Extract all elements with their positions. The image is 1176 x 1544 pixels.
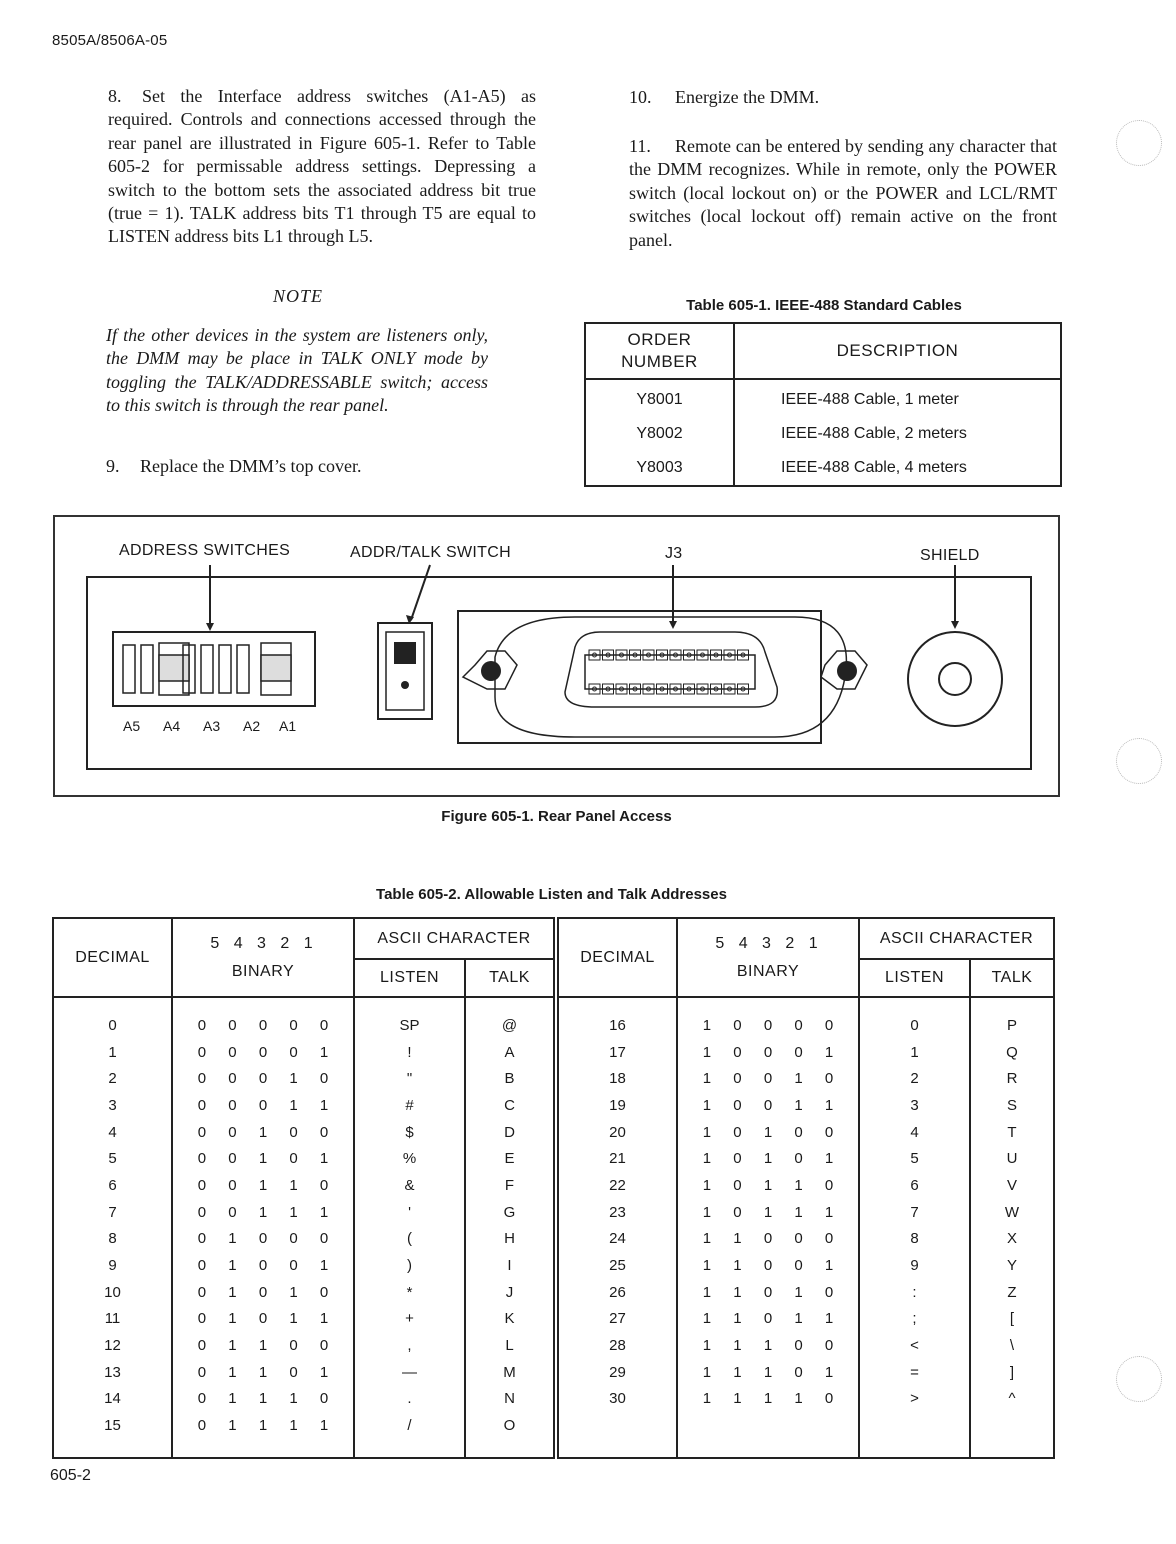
listen-char-cell: / bbox=[354, 1412, 465, 1439]
binary-cell: 0 0 1 1 1 bbox=[172, 1199, 354, 1226]
step-8 bbox=[108, 85, 536, 249]
decimal-cell: 20 bbox=[558, 1119, 677, 1146]
binary-cell: 1 1 1 0 0 bbox=[677, 1332, 859, 1359]
rear-panel-figure bbox=[53, 515, 1060, 797]
label-addr-talk-switch: ADDR/TALK SWITCH bbox=[350, 544, 511, 561]
step-number: 9. bbox=[106, 456, 120, 476]
label-j3: J3 bbox=[665, 545, 683, 562]
listen-char-cell: " bbox=[354, 1065, 465, 1092]
binder-hole bbox=[1116, 738, 1162, 784]
decimal-cell: 19 bbox=[558, 1092, 677, 1119]
table-1-caption: Table 605-1. IEEE-488 Standard Cables bbox=[686, 297, 962, 314]
page-number: 605-2 bbox=[50, 1467, 91, 1484]
talk-char-cell: F bbox=[504, 1176, 515, 1194]
label-address-switches: ADDRESS SWITCHES bbox=[119, 542, 291, 559]
header-order-number bbox=[585, 323, 734, 379]
decimal-cell: 25 bbox=[558, 1252, 677, 1279]
dip-switch-actuator bbox=[159, 655, 189, 681]
talk-char-cell: H bbox=[504, 1230, 515, 1248]
header-talk: TALK bbox=[465, 959, 554, 997]
table-row bbox=[558, 1172, 1054, 1199]
listen-char-cell: & bbox=[354, 1172, 465, 1199]
decimal-cell: 1 bbox=[53, 1039, 172, 1066]
talk-char-cell: [ bbox=[1009, 1310, 1015, 1328]
jackscrew-hole-left bbox=[481, 661, 501, 681]
decimal-cell: 3 bbox=[53, 1092, 172, 1119]
talk-char-cell: V bbox=[1006, 1176, 1017, 1194]
decimal-cell: 28 bbox=[558, 1332, 677, 1359]
order-number: Y8003 bbox=[585, 451, 734, 486]
address-table-right bbox=[557, 917, 1055, 1459]
panel-outline bbox=[87, 577, 1031, 769]
table-row bbox=[53, 1332, 554, 1359]
figure-caption: Figure 605-1. Rear Panel Access bbox=[441, 808, 672, 825]
talk-char-cell: P bbox=[1006, 1016, 1017, 1034]
step-number: 8. bbox=[108, 86, 122, 106]
listen-char-cell: + bbox=[354, 1306, 465, 1333]
table-row bbox=[53, 1012, 554, 1039]
table-row bbox=[558, 1012, 1054, 1039]
talk-char-cell: ^ bbox=[1008, 1390, 1016, 1408]
decimal-cell: 2 bbox=[53, 1065, 172, 1092]
table-row bbox=[558, 1226, 1054, 1253]
addr-talk-arrow bbox=[411, 565, 430, 620]
binder-hole bbox=[1116, 1356, 1162, 1402]
step-number: 10. bbox=[629, 87, 652, 107]
decimal-cell: 0 bbox=[53, 1012, 172, 1039]
address-table-left-body bbox=[53, 997, 554, 1458]
table-row bbox=[558, 1412, 1054, 1439]
header-decimal: DECIMAL bbox=[53, 918, 172, 997]
talk-char-cell: N bbox=[504, 1390, 515, 1408]
spacer-row bbox=[53, 997, 554, 1012]
dip-switch bbox=[201, 645, 213, 693]
table-row bbox=[53, 1172, 554, 1199]
description: IEEE-488 Cable, 1 meter bbox=[781, 391, 959, 408]
decimal-cell: 6 bbox=[53, 1172, 172, 1199]
decimal-cell: 4 bbox=[53, 1119, 172, 1146]
header-binary bbox=[677, 918, 859, 997]
table-row bbox=[558, 1252, 1054, 1279]
listen-char-cell: 5 bbox=[859, 1145, 970, 1172]
shield-center bbox=[939, 663, 971, 695]
header-listen: LISTEN bbox=[859, 959, 970, 997]
arrowhead-icon bbox=[951, 621, 959, 629]
table-row bbox=[558, 1065, 1054, 1092]
talk-char-cell: T bbox=[1007, 1123, 1017, 1141]
binary-cell: 1 1 0 0 1 bbox=[677, 1252, 859, 1279]
binary-cell: 1 0 0 1 0 bbox=[677, 1065, 859, 1092]
dip-switch bbox=[123, 645, 135, 693]
talk-char-cell: Y bbox=[1006, 1257, 1017, 1275]
talk-char-cell: U bbox=[1006, 1150, 1018, 1168]
table-2-caption: Table 605-2. Allowable Listen and Talk Addresses bbox=[376, 886, 727, 903]
connector-pins bbox=[589, 650, 749, 694]
table-header-row bbox=[585, 323, 1061, 379]
listen-char-cell: 9 bbox=[859, 1252, 970, 1279]
binary-cell: 0 1 0 1 0 bbox=[172, 1279, 354, 1306]
note-title: NOTE bbox=[272, 286, 323, 306]
table-row bbox=[558, 1306, 1054, 1333]
address-table-right-body bbox=[558, 997, 1054, 1458]
description: IEEE-488 Cable, 4 meters bbox=[781, 459, 967, 476]
header-ascii: ASCII CHARACTER bbox=[859, 918, 1054, 959]
table-row bbox=[53, 1226, 554, 1253]
binary-cell: 0 1 0 1 1 bbox=[172, 1306, 354, 1333]
binary-cell: 1 0 0 1 1 bbox=[677, 1092, 859, 1119]
listen-char-cell bbox=[859, 1412, 970, 1439]
decimal-cell: 13 bbox=[53, 1359, 172, 1386]
spacer-row bbox=[558, 1439, 1054, 1458]
dip-switches bbox=[123, 643, 291, 695]
arrowhead-icon bbox=[206, 623, 214, 631]
talk-char-cell: E bbox=[504, 1150, 515, 1168]
switch-label-a5: A5 bbox=[123, 718, 141, 734]
listen-char-cell: ( bbox=[354, 1226, 465, 1253]
decimal-cell: 22 bbox=[558, 1172, 677, 1199]
header-listen: LISTEN bbox=[354, 959, 465, 997]
step-text: Replace the DMM’s top cover. bbox=[140, 456, 362, 476]
listen-char-cell: # bbox=[354, 1092, 465, 1119]
decimal-cell: 7 bbox=[53, 1199, 172, 1226]
address-table-left bbox=[52, 917, 555, 1459]
talk-char-cell: K bbox=[504, 1310, 515, 1328]
description: IEEE-488 Cable, 2 meters bbox=[781, 425, 967, 442]
talk-char-cell: I bbox=[507, 1257, 512, 1275]
switch-label-a4: A4 bbox=[163, 718, 181, 734]
table-row bbox=[558, 1359, 1054, 1386]
step-text: Set the Interface address switches (A1-A5) as required. Controls and connections accessed through the rear panel are illustrated in Figure 605-1. Refer to Table 605-2 for permissable address settings. Depressing a switch to the bottom sets the associated address bit true (true = 1). TALK address bits T1 through T5 are equal to LISTEN address bits L1 through L5. bbox=[108, 86, 536, 247]
binary-cell: 0 1 1 1 0 bbox=[172, 1386, 354, 1413]
talk-char-cell: W bbox=[1004, 1203, 1020, 1221]
binary-cell: 1 0 1 0 0 bbox=[677, 1119, 859, 1146]
step-number: 11. bbox=[629, 136, 651, 156]
table-row bbox=[53, 1119, 554, 1146]
dip-switch bbox=[141, 645, 153, 693]
decimal-cell: 26 bbox=[558, 1279, 677, 1306]
listen-char-cell: 0 bbox=[859, 1012, 970, 1039]
listen-char-cell: 2 bbox=[859, 1065, 970, 1092]
spacer-row bbox=[53, 1439, 554, 1458]
binary-cell: 1 0 0 0 0 bbox=[677, 1012, 859, 1039]
note-body: If the other devices in the system are listeners only, the DMM may be place in TALK ONLY mode by toggling the TALK/ADDRESSABLE switch; access to this switch is through the rear panel. bbox=[106, 325, 488, 416]
binary-cell: 1 0 1 0 1 bbox=[677, 1145, 859, 1172]
binary-cell: 0 0 1 0 1 bbox=[172, 1145, 354, 1172]
decimal-cell: 17 bbox=[558, 1039, 677, 1066]
decimal-cell: 23 bbox=[558, 1199, 677, 1226]
decimal-cell: 21 bbox=[558, 1145, 677, 1172]
header-bit-positions: 5 4 3 2 1 bbox=[210, 934, 316, 952]
listen-char-cell: 3 bbox=[859, 1092, 970, 1119]
table-row bbox=[558, 1092, 1054, 1119]
talk-char-cell: R bbox=[1006, 1070, 1018, 1088]
listen-char-cell: * bbox=[354, 1279, 465, 1306]
header-bit-positions: 5 4 3 2 1 bbox=[715, 934, 821, 952]
talk-char-cell: Q bbox=[1006, 1043, 1018, 1061]
binary-cell: 0 1 1 0 0 bbox=[172, 1332, 354, 1359]
binary-cell: 1 0 1 1 0 bbox=[677, 1172, 859, 1199]
header-description: DESCRIPTION bbox=[734, 323, 1061, 379]
step-11 bbox=[629, 135, 1057, 252]
talk-char-cell: D bbox=[504, 1123, 515, 1141]
rocker-dot bbox=[401, 681, 409, 689]
decimal-cell: 24 bbox=[558, 1226, 677, 1253]
listen-char-cell: = bbox=[859, 1359, 970, 1386]
step-text: Energize the DMM. bbox=[675, 87, 820, 107]
spacer-row bbox=[558, 997, 1054, 1012]
document-id: 8505A/8506A-05 bbox=[52, 32, 168, 49]
table-row bbox=[53, 1145, 554, 1172]
cables-table bbox=[584, 322, 1062, 487]
decimal-cell: 30 bbox=[558, 1386, 677, 1413]
binary-cell: 0 0 0 1 1 bbox=[172, 1092, 354, 1119]
label-shield: SHIELD bbox=[920, 547, 980, 564]
decimal-cell: 8 bbox=[53, 1226, 172, 1253]
listen-char-cell: < bbox=[859, 1332, 970, 1359]
arrowhead-icon bbox=[669, 621, 677, 629]
listen-char-cell: ) bbox=[354, 1252, 465, 1279]
listen-char-cell: % bbox=[354, 1145, 465, 1172]
table-row bbox=[53, 1065, 554, 1092]
binary-cell: 0 0 1 1 0 bbox=[172, 1172, 354, 1199]
talk-char-cell: L bbox=[505, 1337, 514, 1355]
order-number: Y8001 bbox=[585, 379, 734, 417]
talk-char-cell: @ bbox=[501, 1016, 518, 1034]
binary-cell: 1 0 1 1 1 bbox=[677, 1199, 859, 1226]
listen-char-cell: 4 bbox=[859, 1119, 970, 1146]
connector-shell bbox=[495, 617, 846, 737]
listen-char-cell: 1 bbox=[859, 1039, 970, 1066]
table-row bbox=[53, 1252, 554, 1279]
listen-char-cell: ' bbox=[354, 1199, 465, 1226]
talk-char-cell: S bbox=[1006, 1096, 1017, 1114]
listen-char-cell: ; bbox=[859, 1306, 970, 1333]
decimal-cell: 9 bbox=[53, 1252, 172, 1279]
header-binary bbox=[172, 918, 354, 997]
decimal-cell: 11 bbox=[53, 1306, 172, 1333]
talk-char-cell: ] bbox=[1009, 1363, 1015, 1381]
table-row bbox=[53, 1039, 554, 1066]
listen-char-cell: SP bbox=[354, 1012, 465, 1039]
binary-cell: 1 1 1 0 1 bbox=[677, 1359, 859, 1386]
table-row bbox=[558, 1386, 1054, 1413]
listen-char-cell: 8 bbox=[859, 1226, 970, 1253]
binary-cell: 1 0 0 0 1 bbox=[677, 1039, 859, 1066]
table-row bbox=[53, 1412, 554, 1439]
jackscrew-hole-right bbox=[837, 661, 857, 681]
dip-switch-actuator bbox=[261, 655, 291, 681]
decimal-cell: 18 bbox=[558, 1065, 677, 1092]
table-row bbox=[53, 1279, 554, 1306]
binary-cell: 0 1 1 1 1 bbox=[172, 1412, 354, 1439]
binary-cell: 0 1 0 0 0 bbox=[172, 1226, 354, 1253]
listen-char-cell: ! bbox=[354, 1039, 465, 1066]
talk-char-cell: X bbox=[1006, 1230, 1017, 1248]
binary-cell: 0 1 0 0 1 bbox=[172, 1252, 354, 1279]
shield-terminal bbox=[908, 632, 1002, 726]
step-text: Remote can be entered by sending any character that the DMM recognizes. While in remote, only the POWER switch (local lockout on) or the POWER and LCL/RMT switches (local lockout off) remain active on the front panel. bbox=[629, 136, 1057, 250]
listen-char-cell: : bbox=[859, 1279, 970, 1306]
decimal-cell: 5 bbox=[53, 1145, 172, 1172]
listen-char-cell: > bbox=[859, 1386, 970, 1413]
binary-cell bbox=[677, 1412, 859, 1439]
switch-label-a2: A2 bbox=[243, 718, 261, 734]
table-row bbox=[558, 1332, 1054, 1359]
table-row bbox=[53, 1199, 554, 1226]
talk-char-cell: J bbox=[505, 1283, 514, 1301]
binary-cell: 0 0 1 0 0 bbox=[172, 1119, 354, 1146]
table-row bbox=[53, 1092, 554, 1119]
decimal-cell bbox=[558, 1412, 677, 1439]
listen-char-cell: — bbox=[354, 1359, 465, 1386]
talk-char-cell: A bbox=[504, 1043, 515, 1061]
talk-char-cell: B bbox=[504, 1070, 515, 1088]
decimal-cell: 27 bbox=[558, 1306, 677, 1333]
listen-char-cell: 7 bbox=[859, 1199, 970, 1226]
decimal-cell: 14 bbox=[53, 1386, 172, 1413]
dip-switch bbox=[237, 645, 249, 693]
binary-cell: 1 1 0 1 0 bbox=[677, 1279, 859, 1306]
step-9 bbox=[106, 455, 526, 478]
binary-cell: 0 0 0 0 0 bbox=[172, 1012, 354, 1039]
table-row bbox=[585, 417, 1061, 451]
talk-char-cell: C bbox=[504, 1096, 515, 1114]
binary-cell: 0 0 0 0 1 bbox=[172, 1039, 354, 1066]
table-row bbox=[585, 451, 1061, 486]
dip-switch bbox=[219, 645, 231, 693]
header-order-line2: NUMBER bbox=[621, 352, 698, 371]
talk-char-cell: G bbox=[503, 1203, 516, 1221]
connector-body bbox=[565, 632, 777, 707]
header-binary-label: BINARY bbox=[231, 962, 295, 980]
table-row bbox=[558, 1039, 1054, 1066]
table-row bbox=[558, 1279, 1054, 1306]
header-decimal: DECIMAL bbox=[558, 918, 677, 997]
decimal-cell: 10 bbox=[53, 1279, 172, 1306]
listen-char-cell: . bbox=[354, 1386, 465, 1413]
listen-char-cell: $ bbox=[354, 1119, 465, 1146]
binder-hole bbox=[1116, 120, 1162, 166]
decimal-cell: 16 bbox=[558, 1012, 677, 1039]
switch-label-a1: A1 bbox=[279, 718, 297, 734]
header-binary-label: BINARY bbox=[736, 962, 800, 980]
listen-char-cell: 6 bbox=[859, 1172, 970, 1199]
step-10 bbox=[629, 86, 1057, 109]
talk-char-cell bbox=[970, 1412, 1054, 1439]
binary-cell: 1 1 1 1 0 bbox=[677, 1386, 859, 1413]
table-row bbox=[53, 1386, 554, 1413]
decimal-cell: 12 bbox=[53, 1332, 172, 1359]
binary-cell: 0 1 1 0 1 bbox=[172, 1359, 354, 1386]
header-talk: TALK bbox=[970, 959, 1054, 997]
table-row bbox=[53, 1306, 554, 1333]
table-row bbox=[558, 1199, 1054, 1226]
talk-char-cell: \ bbox=[1009, 1337, 1015, 1355]
table-header-row bbox=[558, 918, 1054, 959]
talk-char-cell: Z bbox=[1007, 1283, 1017, 1301]
header-order-line1: ORDER bbox=[627, 330, 692, 349]
binary-cell: 1 1 0 0 0 bbox=[677, 1226, 859, 1253]
table-row bbox=[558, 1119, 1054, 1146]
table-header-row bbox=[53, 918, 554, 959]
talk-char-cell: O bbox=[503, 1417, 516, 1435]
rocker-top bbox=[394, 642, 416, 664]
header-ascii: ASCII CHARACTER bbox=[354, 918, 554, 959]
talk-char-cell: M bbox=[503, 1363, 516, 1381]
order-number: Y8002 bbox=[585, 417, 734, 451]
table-row bbox=[585, 379, 1061, 417]
binary-cell: 1 1 0 1 1 bbox=[677, 1306, 859, 1333]
listen-char-cell: , bbox=[354, 1332, 465, 1359]
decimal-cell: 15 bbox=[53, 1412, 172, 1439]
switch-label-a3: A3 bbox=[203, 718, 221, 734]
binary-cell: 0 0 0 1 0 bbox=[172, 1065, 354, 1092]
table-row bbox=[53, 1359, 554, 1386]
decimal-cell: 29 bbox=[558, 1359, 677, 1386]
table-row bbox=[558, 1145, 1054, 1172]
